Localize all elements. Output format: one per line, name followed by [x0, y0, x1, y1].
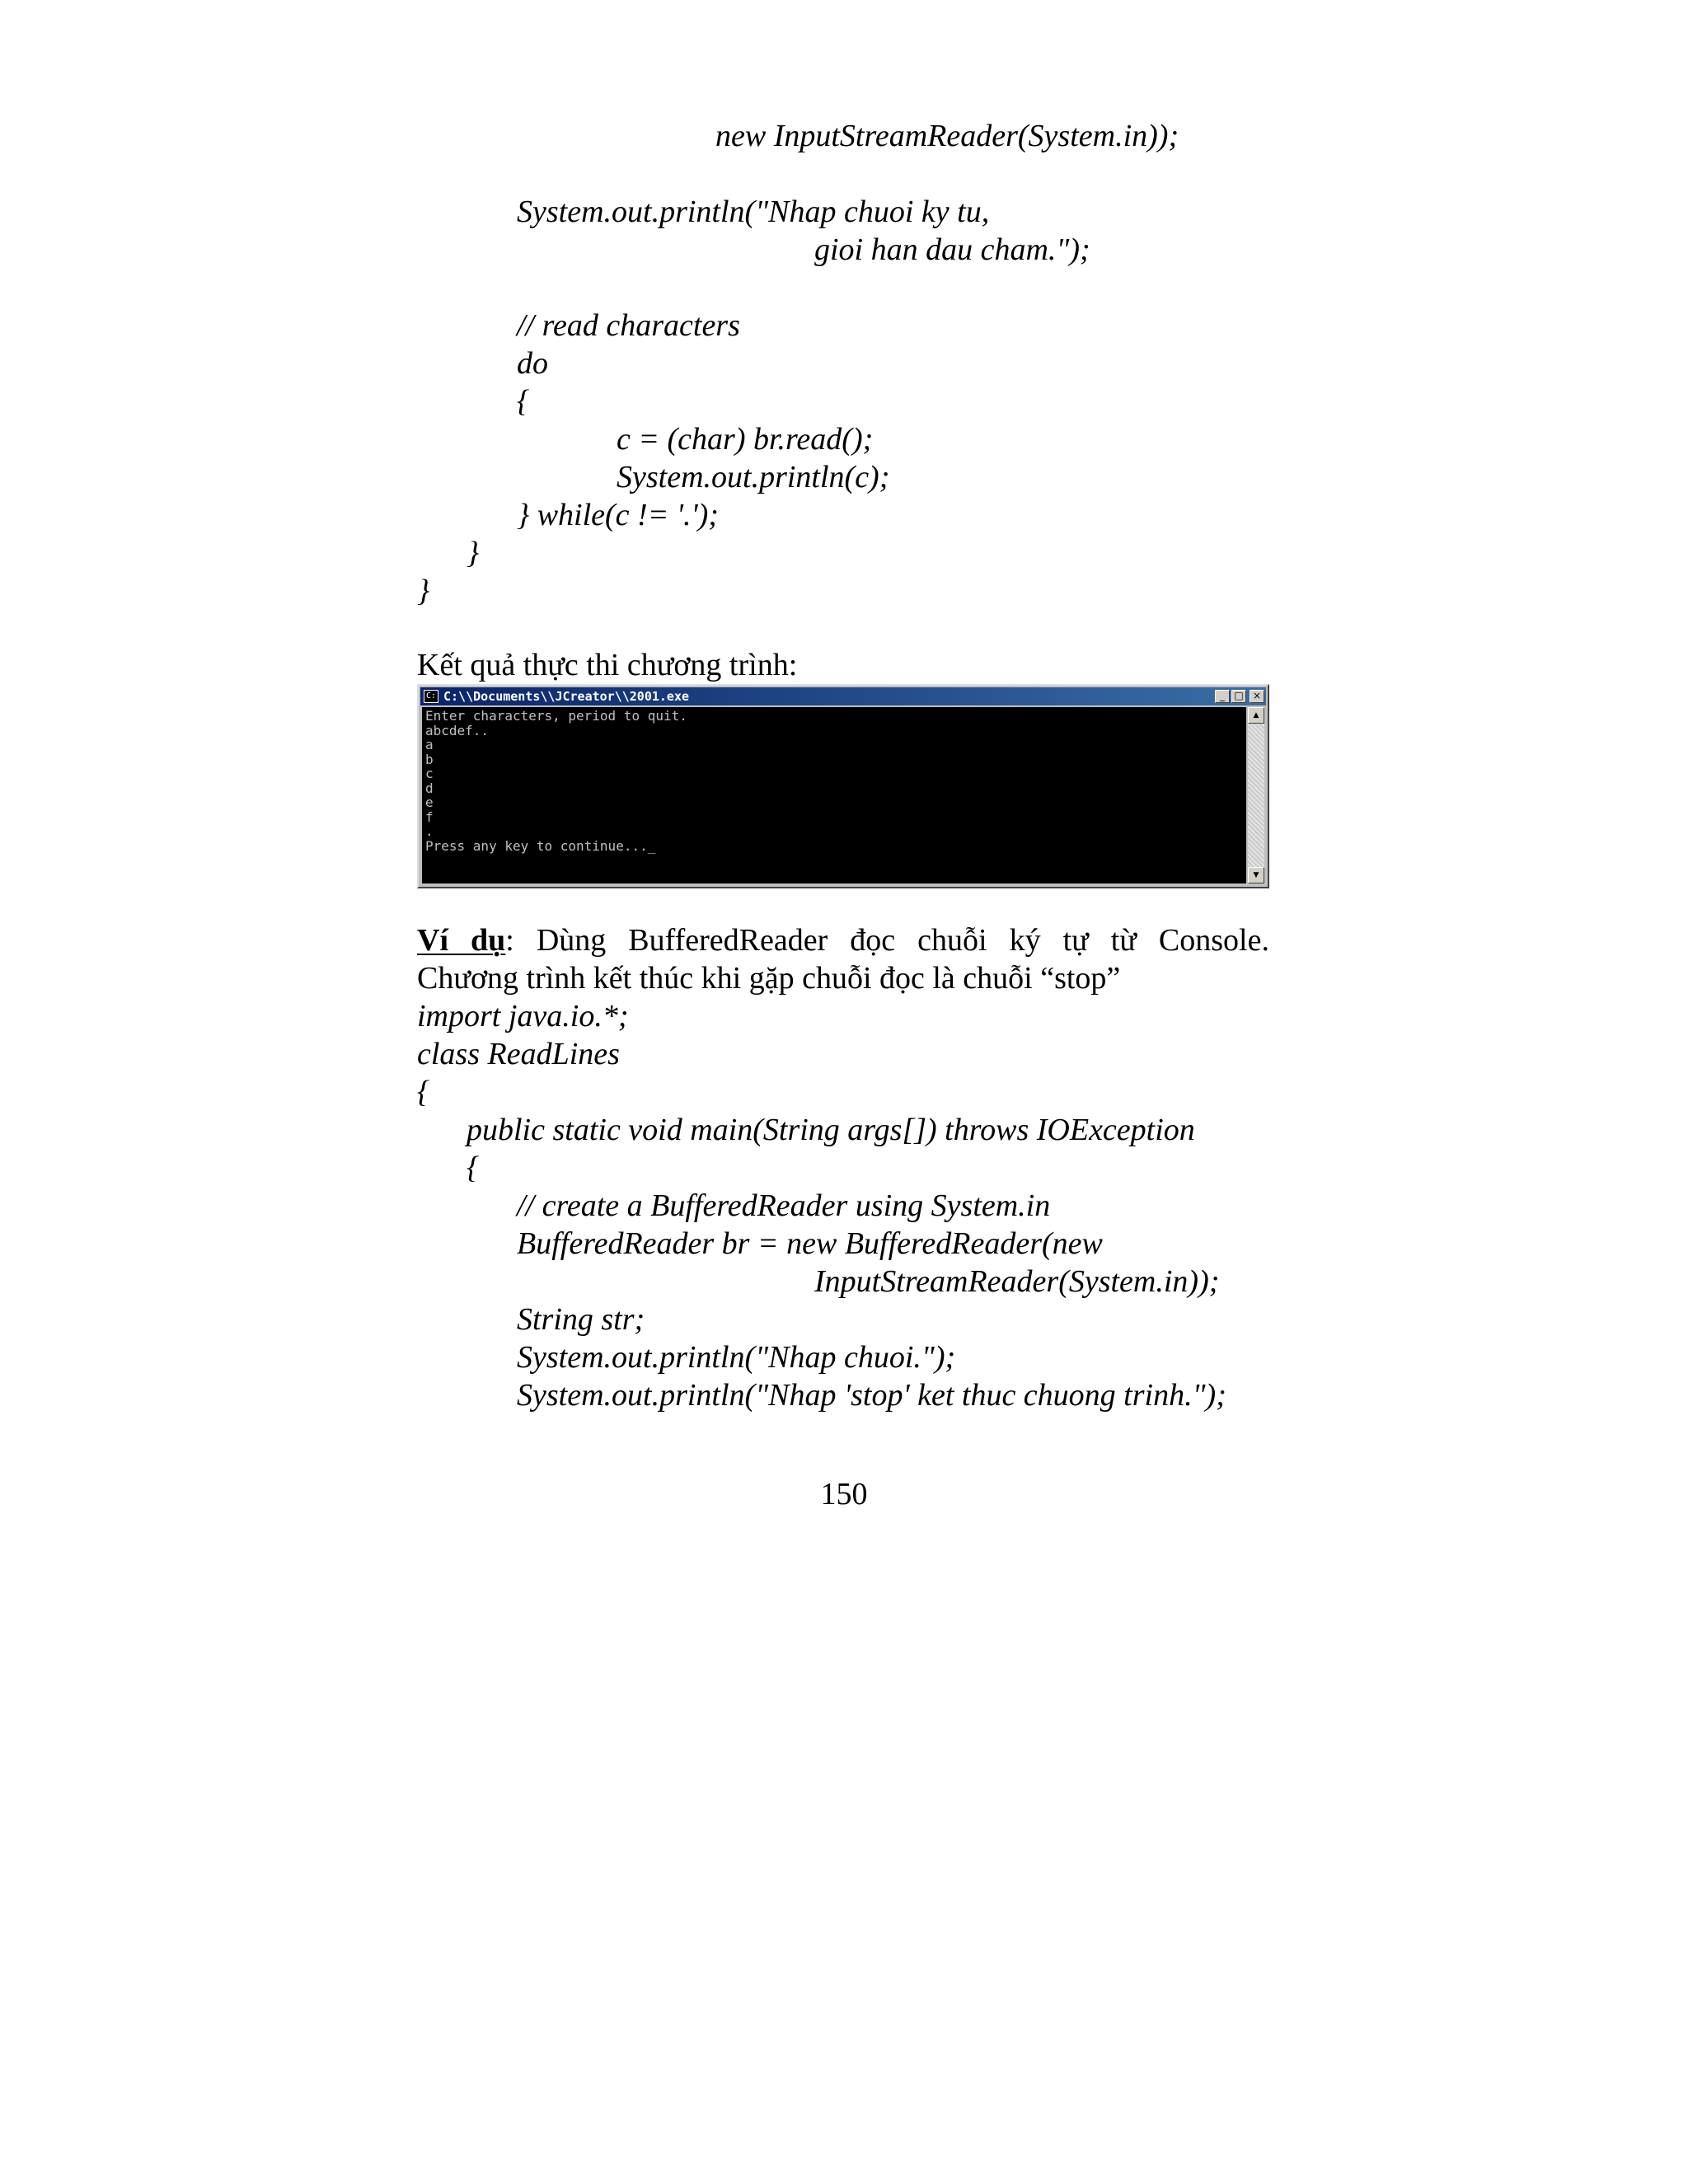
console-output-line: c [425, 766, 434, 781]
console-output-line: b [425, 751, 434, 767]
console-app-icon: C: [424, 690, 438, 703]
example-label: Ví dụ [417, 923, 506, 958]
close-button[interactable]: × [1250, 690, 1264, 703]
console-output-line: Enter characters, period to quit. [425, 708, 687, 724]
console-output-line: abcdef.. [425, 722, 490, 738]
console-title: C:\\Documents\\JCreator\\2001.exe [443, 689, 690, 704]
code-line: InputStreamReader(System.in)); [814, 1264, 1220, 1299]
console-window [417, 684, 1269, 888]
code-line: { [417, 1075, 430, 1109]
example-text: : Dùng BufferedReader đọc chuỗi ký tự từ Console. [505, 923, 1269, 958]
code-line: new InputStreamReader(System.in)); [715, 119, 1179, 153]
code-line: System.out.println("Nhap chuoi ky tu, [517, 194, 990, 229]
code-line: import java.io.*; [417, 999, 629, 1033]
code-line: System.out.println("Nhap chuoi."); [517, 1340, 956, 1375]
page-number: 150 [820, 1477, 868, 1511]
console-output-line: e [425, 794, 434, 810]
code-line: public static void main(String args[]) throws IOException [467, 1113, 1195, 1147]
code-comment: // create a BufferedReader using System.in [517, 1188, 1051, 1223]
code-line: } [467, 536, 480, 570]
code-line: } [417, 574, 430, 608]
console-output-line: f [425, 808, 434, 825]
example-paragraph-line2: Chương trình kết thúc khi gặp chuỗi đọc là chuỗi “stop” [417, 961, 1121, 996]
console-output [425, 709, 687, 853]
code-line: do [517, 346, 548, 381]
scroll-up-icon[interactable]: ▲ [1248, 707, 1264, 724]
console-scrollbar[interactable] [1248, 707, 1264, 883]
code-line: c = (char) br.read(); [617, 422, 874, 457]
code-line: gioi han dau cham."); [814, 232, 1090, 267]
console-output-line: . [425, 823, 434, 839]
console-titlebar [420, 687, 1266, 705]
maximize-button[interactable]: □ [1231, 690, 1246, 703]
example-paragraph-line1 [417, 921, 1269, 959]
code-line: System.out.println("Nhap 'stop' ket thuc chuong trinh."); [517, 1378, 1226, 1413]
console-output-line: d [425, 780, 434, 796]
code-line: System.out.println(c); [617, 460, 890, 494]
scroll-down-icon[interactable]: ▼ [1248, 867, 1264, 883]
code-line: { [467, 1151, 480, 1185]
console-body [422, 707, 1246, 883]
console-output-line: Press any key to continue..._ [425, 837, 656, 854]
code-line: { [517, 384, 530, 419]
result-label: Kết quả thực thi chương trình: [417, 648, 798, 682]
minimize-button[interactable]: _ [1215, 690, 1230, 703]
code-line: BufferedReader br = new BufferedReader(new [517, 1226, 1103, 1261]
code-line: String str; [517, 1302, 645, 1337]
code-comment: // read characters [517, 308, 740, 343]
code-line: } while(c != '.'); [517, 498, 719, 532]
code-line: class ReadLines [417, 1037, 620, 1071]
console-output-line: a [425, 737, 434, 752]
